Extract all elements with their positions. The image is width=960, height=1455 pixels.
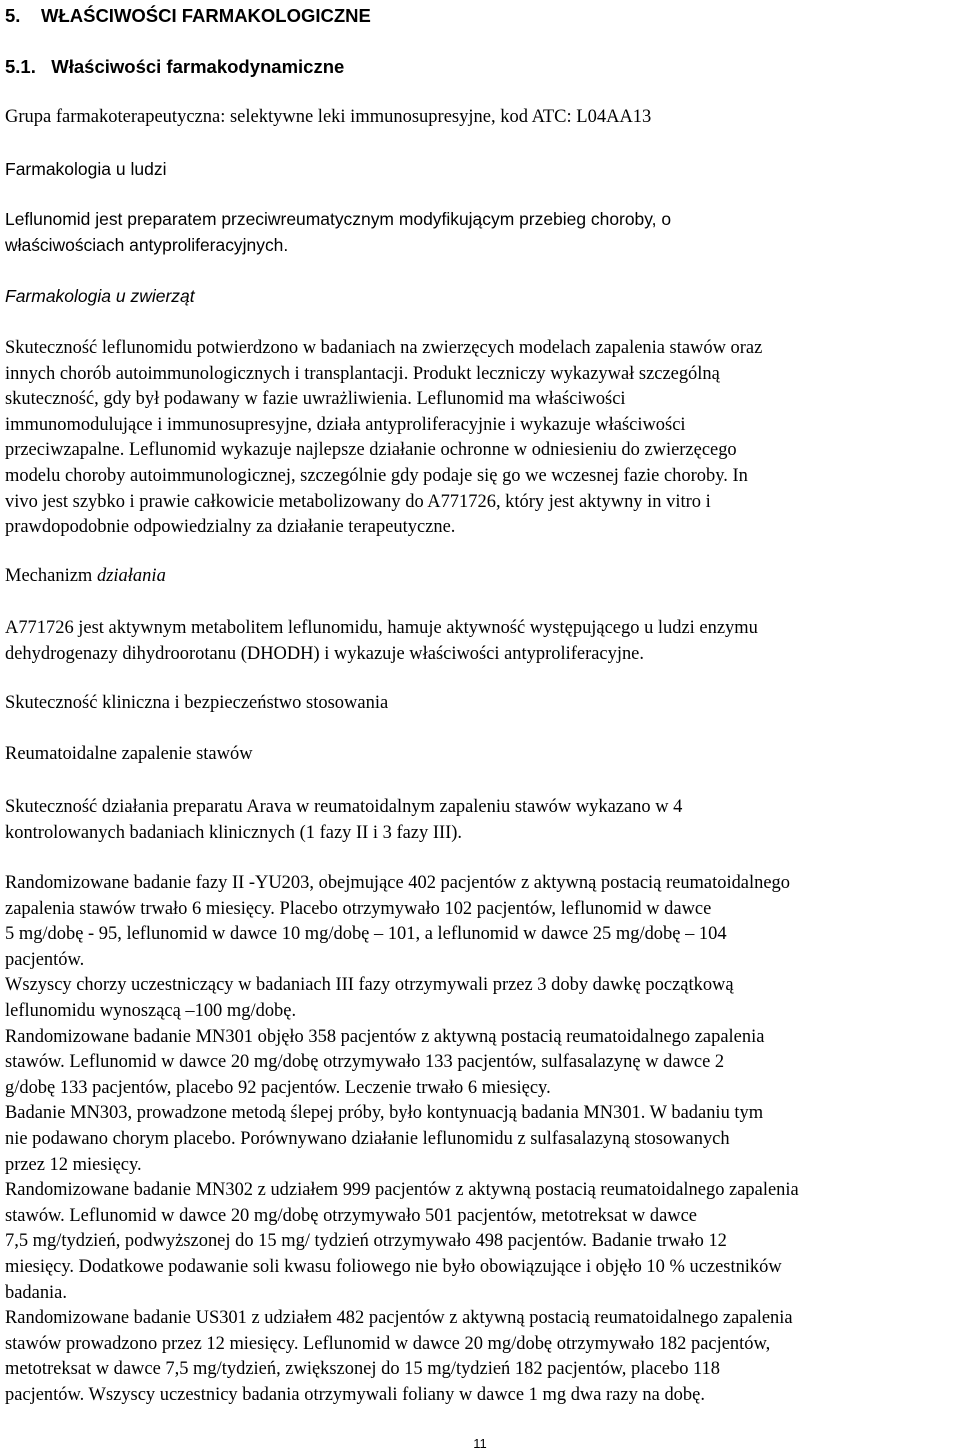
text-line: nie podawano chorym placebo. Porównywano działanie leflunomidu z sulfasalazyną stosowanych (5, 1127, 730, 1148)
mechanism-paragraph (5, 615, 957, 666)
text-line: miesięcy. Dodatkowe podawanie soli kwasu foliowego nie było obowiązujące i objęło 10 % uczestników (5, 1255, 782, 1276)
text-line: vivo jest szybko i prawie całkowicie metabolizowany do A771726, który jest aktywny in vitro i (5, 490, 711, 511)
text-line: badania. (5, 1281, 67, 1302)
text-line: Randomizowane badanie MN301 objęło 358 pacjentów z aktywną postacią reumatoidalnego zapalenia (5, 1025, 765, 1046)
humans-title: Farmakologia u ludzi (5, 159, 167, 179)
text-line: prawdopodobnie odpowiedzialny za działanie terapeutyczne. (5, 516, 456, 537)
text-line: pacjentów. (5, 948, 85, 969)
text-line: stawów. Leflunomid w dawce 20 mg/dobę otrzymywało 501 pacjentów, metotreksat w dawce (5, 1204, 697, 1225)
efficacy-paragraph (5, 794, 957, 845)
text-line: innych chorób autoimmunologicznych i transplantacji. Produkt leczniczy wykazywał szczególną (5, 362, 720, 383)
text-line: Randomizowane badanie US301 z udziałem 482 pacjentów z aktywną postacią reumatoidalnego zapalenia (5, 1307, 793, 1328)
text-line: Leflunomid jest preparatem przeciwreumatycznym modyfikującym przebieg choroby, o (5, 209, 672, 229)
ra-title: Reumatoidalne zapalenie stawów (5, 744, 253, 764)
text-line: zapalenia stawów trwało 6 miesięcy. Placebo otrzymywało 102 pacjentów, leflunomid w dawce (5, 897, 712, 918)
text-line: dehydrogenazy dihydroorotanu (DHODH) i wykazuje właściwości antyproliferacyjne. (5, 642, 644, 663)
text-line: Badanie MN303, prowadzone metodą ślepej próby, było kontynuacją badania MN301. W badaniu tym (5, 1102, 764, 1123)
text-line: kontrolowanych badaniach klinicznych (1 fazy II i 3 fazy III). (5, 821, 463, 842)
text-line: 5 mg/dobę - 95, leflunomid w dawce 10 mg/dobę – 101, a leflunomid w dawce 25 mg/dobę – 104 (5, 923, 727, 944)
page-number: 11 (473, 1436, 487, 1451)
text-line: Randomizowane badanie fazy II -YU203, obejmujące 402 pacjentów z aktywną postacią reumatoidalnego (5, 872, 790, 892)
text-line: Skuteczność leflunomidu potwierdzono w badaniach na zwierzęcych modelach zapalenia stawów oraz (5, 337, 763, 357)
text-line: immunomodulujące i immunosupresyjne, działa antyproliferacyjnie i wykazuje właściwości (5, 413, 686, 434)
subsection-heading: 5.1. Właściwości farmakodynamiczne (5, 56, 345, 77)
text-line: metotreksat w dawce 7,5 mg/tydzień, zwiększonej do 15 mg/tydzień 182 pacjentów, placebo 118 (5, 1358, 721, 1379)
mechanism-title-italic: działania (96, 566, 166, 586)
animals-paragraph (5, 335, 957, 540)
trials-paragraph (5, 870, 957, 1407)
text-line: g/dobę 133 pacjentów, placebo 92 pacjentów. Leczenie trwało 6 miesięcy. (5, 1076, 551, 1097)
text-line: stawów. Leflunomid w dawce 20 mg/dobę otrzymywało 133 pacjentów, sulfasalazynę w dawce 2 (5, 1051, 725, 1072)
text-line: leflunomidu wynoszącą –100 mg/dobę. (5, 999, 297, 1020)
animals-title: Farmakologia u zwierząt (5, 286, 195, 306)
text-line: modelu choroby autoimmunologicznej, szczególnie gdy podaje się go we wczesnej fazie choroby. In (5, 464, 748, 485)
text-line: 7,5 mg/tydzień, podwyższonej do 15 mg/ tydzień otrzymywało 498 pacjentów. Badanie trwało 12 (5, 1230, 727, 1251)
text-line: Skuteczność działania preparatu Arava w reumatoidalnym zapaleniu stawów wykazano w 4 (5, 796, 683, 816)
text-line: pacjentów. Wszyscy uczestnicy badania otrzymywali foliany w dawce 1 mg dwa razy na dobę. (5, 1383, 705, 1404)
text-line: przeciwzapalne. Leflunomid wykazuje najlepsze działanie ochronne w odniesieniu do zwierzęcego (5, 439, 737, 460)
text-line: właściwościach antyproliferacyjnych. (5, 234, 289, 255)
text-line: stawów prowadzono przez 12 miesięcy. Leflunomid w dawce 20 mg/dobę otrzymywało 182 pacjentów, (5, 1332, 771, 1353)
text-line: Wszyscy chorzy uczestniczący w badaniach III fazy otrzymywali przez 3 doby dawkę początkową (5, 974, 734, 995)
text-line: skuteczność, gdy był podawany w fazie uwrażliwienia. Leflunomid ma właściwości (5, 388, 626, 409)
pharmacotherapeutic-group: Grupa farmakoterapeutyczna: selektywne leki immunosupresyjne, kod ATC: L04AA13 (5, 107, 652, 127)
section-heading: 5. WŁAŚCIWOŚCI FARMAKOLOGICZNE (5, 5, 371, 26)
text-line: A771726 jest aktywnym metabolitem leflunomidu, hamuje aktywność występującego u ludzi enzymu (5, 617, 758, 637)
clinical-title: Skuteczność kliniczna i bezpieczeństwo stosowania (5, 693, 389, 713)
text-line: Randomizowane badanie MN302 z udziałem 999 pacjentów z aktywną postacią reumatoidalnego zapalenia (5, 1179, 799, 1200)
humans-paragraph (5, 207, 957, 258)
mechanism-title (5, 564, 957, 590)
mechanism-title-plain: Mechanizm (5, 566, 97, 586)
text-line: przez 12 miesięcy. (5, 1153, 142, 1174)
